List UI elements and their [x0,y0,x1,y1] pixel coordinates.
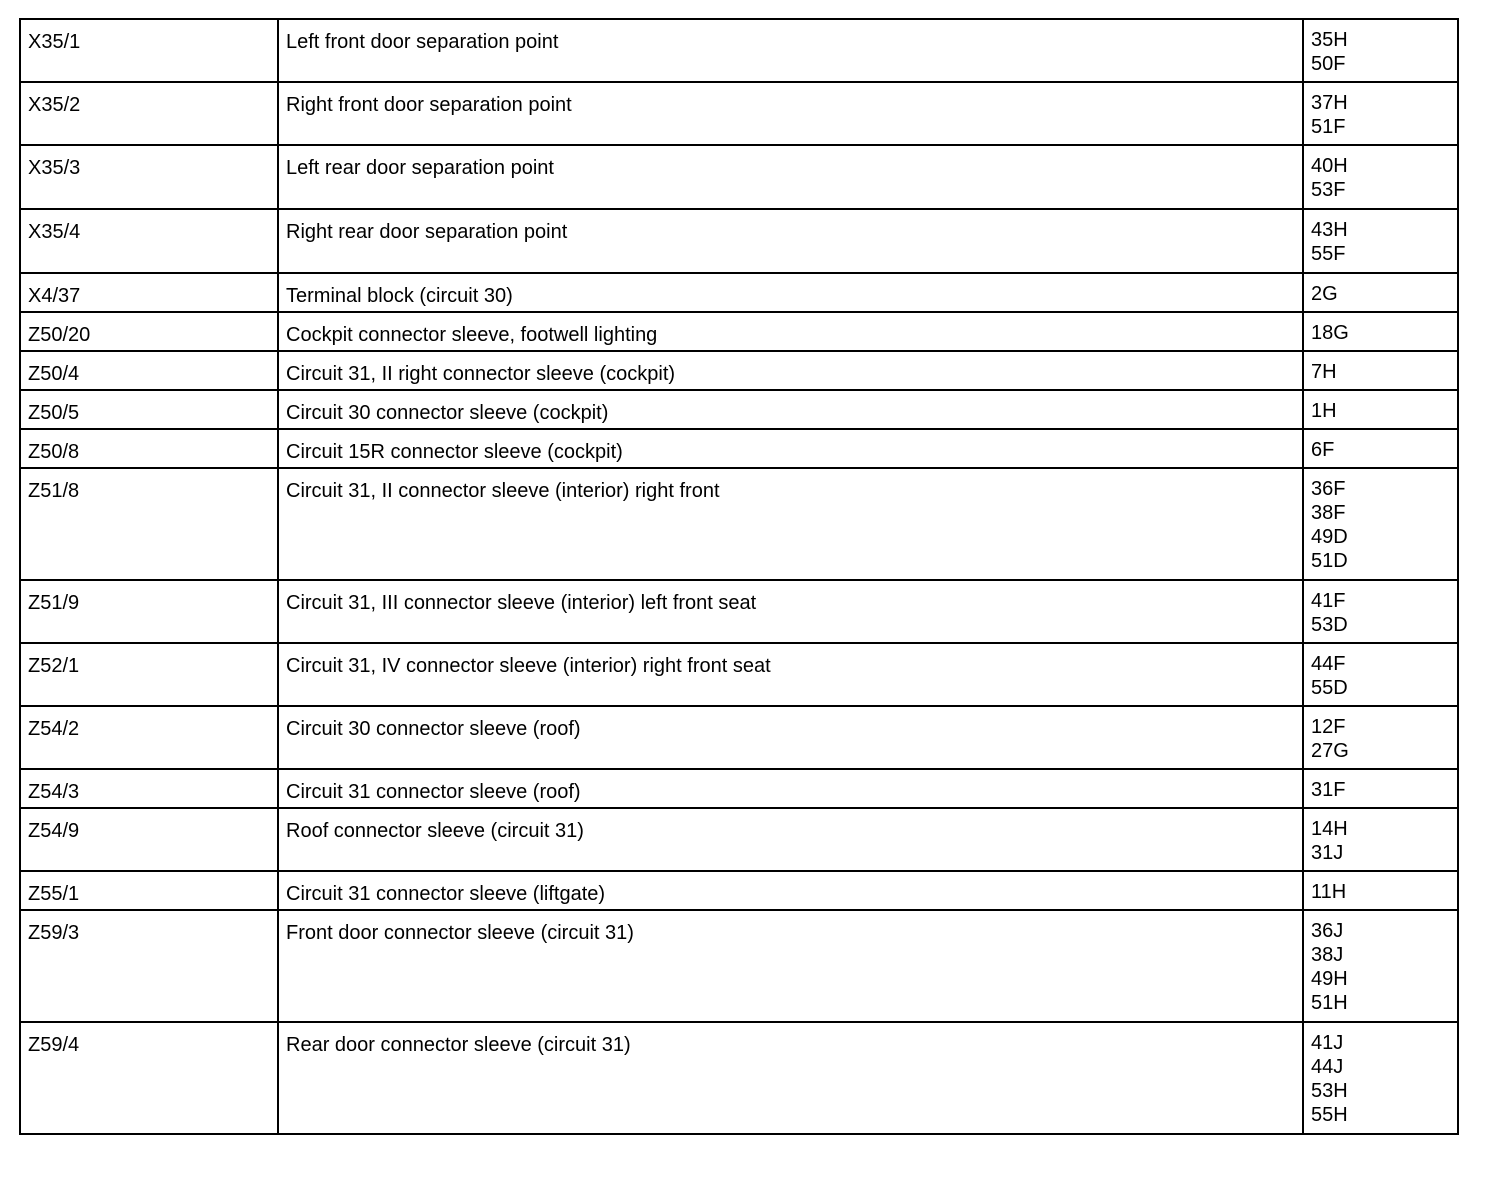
location-code: 35H [1311,29,1348,51]
location-cell [1303,351,1458,390]
location-code: 41F [1311,590,1346,612]
location-cell [1303,871,1458,910]
component-id-cell: Z59/3 [20,910,278,1022]
component-id-cell: Z51/8 [20,468,278,580]
table-row [20,312,1458,351]
table-row [20,643,1458,706]
location-code: 55D [1311,677,1348,699]
table-row [20,429,1458,468]
location-code: 37H [1311,92,1348,114]
component-id-cell: X35/3 [20,145,278,209]
table-row [20,808,1458,871]
location-cell [1303,769,1458,808]
location-cell [1303,429,1458,468]
location-code: 43H [1311,219,1348,241]
table-row [20,82,1458,145]
location-code: 6F [1311,439,1335,461]
component-description-cell: Circuit 31, IV connector sleeve (interior) right front seat [278,643,1303,706]
location-code: 36F [1311,478,1346,500]
component-id-cell: Z50/5 [20,390,278,429]
location-code: 2G [1311,283,1338,305]
component-description-cell: Left rear door separation point [278,145,1303,209]
table-row [20,580,1458,643]
location-code: 49D [1311,526,1348,548]
table-row [20,145,1458,209]
table-row [20,910,1458,1022]
location-code: 27G [1311,740,1349,762]
component-id-cell: Z50/4 [20,351,278,390]
table-body [20,19,1458,1134]
component-id-cell: Z54/9 [20,808,278,871]
component-description-cell: Circuit 15R connector sleeve (cockpit) [278,429,1303,468]
table-row [20,1022,1458,1134]
component-id-cell: Z50/20 [20,312,278,351]
component-description-cell: Roof connector sleeve (circuit 31) [278,808,1303,871]
location-cell [1303,808,1458,871]
location-code: 51F [1311,116,1346,138]
table-row [20,351,1458,390]
component-id-cell: X35/4 [20,209,278,273]
table-row [20,706,1458,769]
location-code: 53H [1311,1080,1348,1102]
location-code: 1H [1311,400,1337,422]
location-code: 38F [1311,502,1346,524]
location-code: 7H [1311,361,1337,383]
location-code: 31F [1311,779,1346,801]
location-cell [1303,1022,1458,1134]
component-description-cell: Right front door separation point [278,82,1303,145]
component-description-cell: Left front door separation point [278,19,1303,82]
location-code: 53F [1311,179,1346,201]
location-code: 14H [1311,818,1348,840]
table-row [20,468,1458,580]
location-cell [1303,580,1458,643]
component-id-cell: Z55/1 [20,871,278,910]
component-description-cell: Circuit 31 connector sleeve (roof) [278,769,1303,808]
location-code: 12F [1311,716,1346,738]
component-description-cell: Circuit 31, III connector sleeve (interior) left front seat [278,580,1303,643]
component-id-cell: Z54/3 [20,769,278,808]
component-id-cell: Z52/1 [20,643,278,706]
location-code: 18G [1311,322,1349,344]
table-row [20,871,1458,910]
location-code: 44J [1311,1056,1344,1078]
table-row [20,769,1458,808]
location-cell [1303,643,1458,706]
table-row [20,19,1458,82]
location-cell [1303,706,1458,769]
table-row [20,209,1458,273]
location-code: 41J [1311,1032,1344,1054]
component-description-cell: Circuit 30 connector sleeve (cockpit) [278,390,1303,429]
location-cell [1303,273,1458,312]
location-cell [1303,910,1458,1022]
location-cell [1303,145,1458,209]
component-description-cell: Terminal block (circuit 30) [278,273,1303,312]
component-description-cell: Right rear door separation point [278,209,1303,273]
location-cell [1303,82,1458,145]
table-row [20,273,1458,312]
location-code: 51D [1311,550,1348,572]
component-id-cell: X4/37 [20,273,278,312]
component-description-cell: Front door connector sleeve (circuit 31) [278,910,1303,1022]
location-code: 49H [1311,968,1348,990]
component-description-cell: Circuit 31, II right connector sleeve (cockpit) [278,351,1303,390]
component-location-table [19,18,1459,1135]
component-id-cell: X35/1 [20,19,278,82]
component-description-cell: Circuit 31, II connector sleeve (interior) right front [278,468,1303,580]
location-code: 11H [1311,881,1347,903]
component-id-cell: X35/2 [20,82,278,145]
location-code: 53D [1311,614,1348,636]
location-code: 50F [1311,53,1346,75]
location-code: 44F [1311,653,1346,675]
table-row [20,390,1458,429]
component-description-cell: Rear door connector sleeve (circuit 31) [278,1022,1303,1134]
location-code: 55H [1311,1104,1348,1126]
location-cell [1303,390,1458,429]
location-cell [1303,19,1458,82]
location-cell [1303,312,1458,351]
location-cell [1303,209,1458,273]
component-id-cell: Z54/2 [20,706,278,769]
component-description-cell: Cockpit connector sleeve, footwell lighting [278,312,1303,351]
component-id-cell: Z51/9 [20,580,278,643]
component-id-cell: Z59/4 [20,1022,278,1134]
location-code: 40H [1311,155,1348,177]
location-code: 38J [1311,944,1344,966]
location-code: 51H [1311,992,1348,1014]
location-code: 36J [1311,920,1344,942]
component-description-cell: Circuit 30 connector sleeve (roof) [278,706,1303,769]
location-cell [1303,468,1458,580]
location-code: 55F [1311,243,1346,265]
component-description-cell: Circuit 31 connector sleeve (liftgate) [278,871,1303,910]
location-code: 31J [1311,842,1344,864]
component-id-cell: Z50/8 [20,429,278,468]
